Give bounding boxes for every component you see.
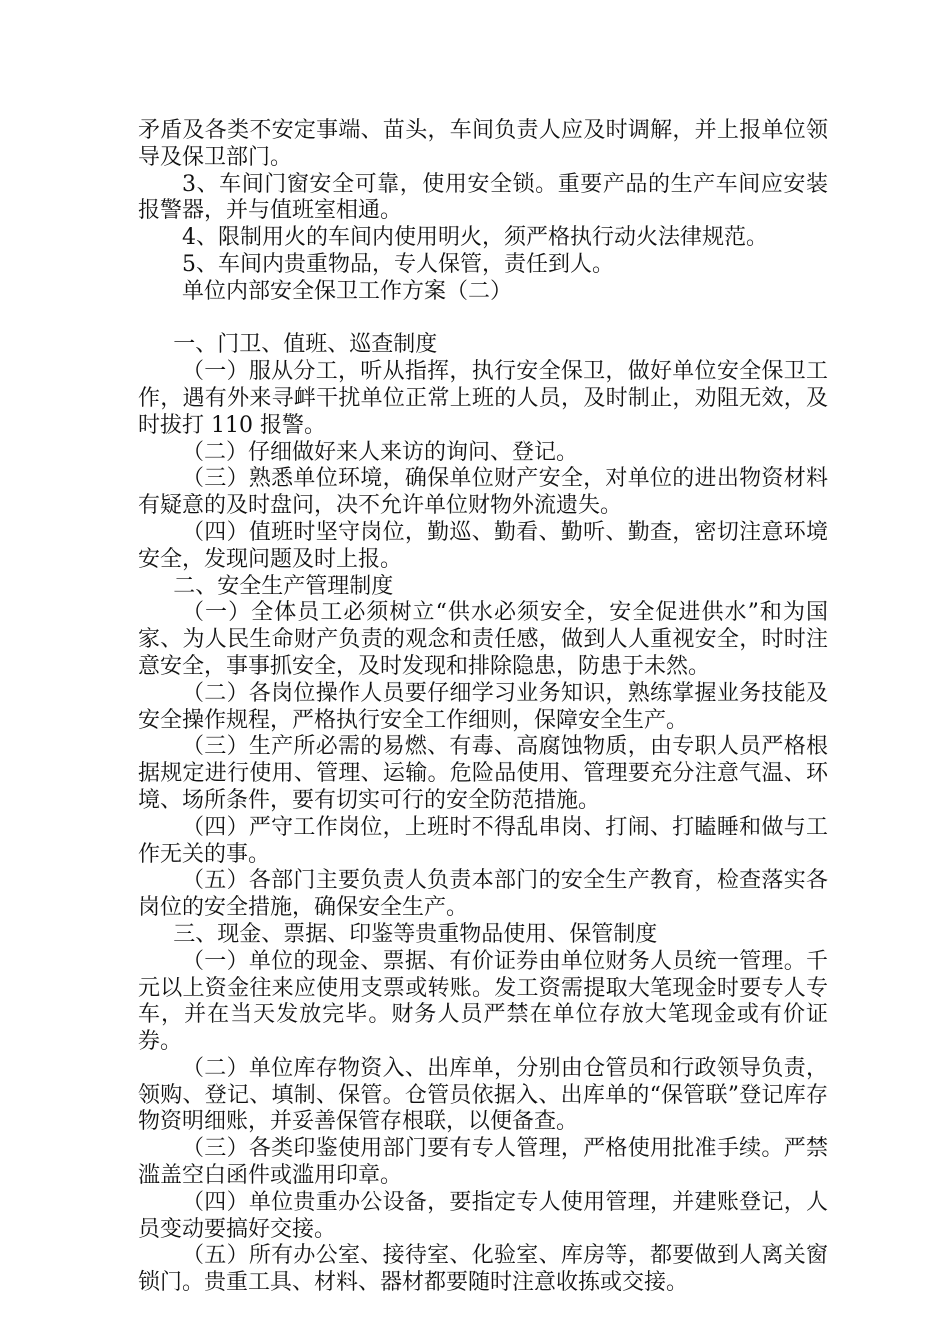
clause-1-1: （一）服从分工，听从指挥，执行安全保卫，做好单位安全保卫工作，遇有外来寻衅干扰单位正常上班的人员，及时制止，劝阻无效，及时拔打 110 报警。 bbox=[138, 359, 828, 438]
clause-3-2: （二）单位库存物资入、出库单，分别由仓管员和行政领导负责，领购、登记、填制、保管。仓管员依据入、出库单的“保管联”登记库存物资明细账，并妥善保管存根联，以便备查。 bbox=[138, 1055, 828, 1135]
clause-2-2: （二）各岗位操作人员要仔细学习业务知识，熟练掌握业务技能及安全操作规程，严格执行安全工作细则，保障安全生产。 bbox=[138, 680, 828, 733]
clause-3-4: （四）单位贵重办公设备，要指定专人使用管理，并建账登记，人员变动要搞好交接。 bbox=[138, 1189, 828, 1242]
clause-2-5: （五）各部门主要负责人负责本部门的安全生产教育，检查落实各岗位的安全措施，确保安全生产。 bbox=[138, 868, 828, 921]
clause-2-1: （一）全体员工必须树立“供水必须安全，安全促进供水”和为国家、为人民生命财产负责的观念和责任感，做到人人重视安全，时时注意安全，事事抓安全，及时发现和排除隐患，防患于未然。 bbox=[138, 600, 828, 679]
section-heading-2: 二、安全生产管理制度 bbox=[173, 573, 394, 599]
document-body bbox=[138, 118, 828, 1297]
clause-3-3: （三）各类印鉴使用部门要有专人管理，严格使用批准手续。严禁滥盖空白函件或滥用印章。 bbox=[138, 1136, 828, 1189]
clause-1-4: （四）值班时坚守岗位，勤巡、勤看、勤听、勤查，密切注意环境安全，发现问题及时上报。 bbox=[138, 519, 828, 572]
document-subtitle: 单位内部安全保卫工作方案（二） bbox=[182, 278, 513, 304]
paragraph-item-3: 3、车间门窗安全可靠，使用安全锁。重要产品的生产车间应安装报警器，并与值班室相通。 bbox=[138, 171, 828, 224]
section-heading-1: 一、门卫、值班、巡查制度 bbox=[173, 332, 438, 358]
clause-2-3: （三）生产所必需的易燃、有毒、高腐蚀物质，由专职人员严格根据规定进行使用、管理、运输。危险品使用、管理要充分注意气温、环境、场所条件，要有切实可行的安全防范措施。 bbox=[138, 734, 828, 813]
clause-1-3: （三）熟悉单位环境，确保单位财产安全，对单位的进出物资材料有疑意的及时盘问，决不允许单位财物外流遗失。 bbox=[138, 466, 828, 519]
clause-1-2: （二）仔细做好来人来访的询问、登记。 bbox=[182, 439, 579, 465]
section-heading-3: 三、现金、票据、印鉴等贵重物品使用、保管制度 bbox=[173, 921, 658, 947]
paragraph-item-4: 4、限制用火的车间内使用明火，须严格执行动火法律规范。 bbox=[182, 225, 768, 251]
paragraph-continuation: 矛盾及各类不安定事端、苗头，车间负责人应及时调解，并上报单位领导及保卫部门。 bbox=[138, 118, 828, 170]
clause-3-1: （一）单位的现金、票据、有价证券由单位财务人员统一管理。千元以上资金往来应使用支票或转账。发工资需提取大笔现金时要专人专车，并在当天发放完毕。财务人员严禁在单位存放大笔现金或有价证券。 bbox=[138, 948, 828, 1055]
paragraph-item-5: 5、车间内贵重物品，专人保管，责任到人。 bbox=[182, 251, 614, 277]
clause-3-5: （五）所有办公室、接待室、化验室、库房等，都要做到人离关窗锁门。贵重工具、材料、器材都要随时注意收拣或交接。 bbox=[138, 1243, 828, 1296]
clause-2-4: （四）严守工作岗位，上班时不得乱串岗、打闹、打瞌睡和做与工作无关的事。 bbox=[138, 814, 828, 867]
